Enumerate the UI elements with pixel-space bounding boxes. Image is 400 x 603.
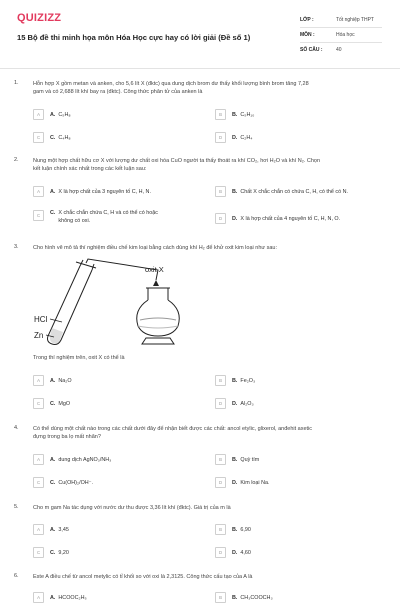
meta-label: MÔN : — [300, 32, 315, 38]
question-number: 2. — [14, 157, 19, 163]
option-letter: C. — [50, 210, 56, 216]
option-text: Chất X chắc chắn có chứa C, H, có thể có N. — [240, 188, 348, 195]
option-text: 6,90 — [240, 526, 251, 533]
option-text: X là hợp chất của 4 nguyên tố C, H, N, O. — [240, 215, 341, 222]
option-c[interactable] — [33, 547, 69, 558]
option-d[interactable] — [215, 132, 253, 143]
option-letter: A. — [50, 594, 56, 601]
option-letter: B. — [232, 594, 238, 601]
question-number: 5. — [14, 504, 19, 510]
option-letter: C. — [50, 400, 56, 407]
option-box: D — [215, 477, 226, 488]
option-c[interactable] — [33, 477, 93, 488]
option-letter: D. — [232, 215, 238, 222]
option-text: CH₃COOCH₃ — [240, 594, 273, 601]
option-text: C₅H₈ — [58, 111, 71, 118]
option-letter: A. — [50, 526, 56, 533]
option-a[interactable] — [33, 454, 111, 465]
meta-label: LỚP : — [300, 17, 314, 23]
question-line: gam và có 2,688 lít khí bay ra (đktc). Công thức phân tử của anken là — [33, 89, 203, 95]
experiment-figure — [28, 258, 193, 348]
option-letter: C. — [50, 134, 56, 141]
question-line: kết luận chính xác nhất trong các kết luận sau: — [33, 166, 147, 172]
meta-value: 40 — [336, 47, 342, 53]
option-b[interactable] — [215, 454, 259, 465]
question-line: đựng trong ba lọ mất nhãn? — [33, 434, 101, 440]
option-text-line: không có oxi. — [58, 217, 91, 224]
option-letter: D. — [232, 400, 238, 407]
meta-value: Hóa học — [336, 32, 355, 38]
option-text: C₅H₁₀ — [240, 111, 255, 118]
question-text: Trong thí nghiệm trên, oxit X có thể là — [33, 355, 125, 361]
option-box: A — [33, 375, 44, 386]
option-text: Quỳ tím — [240, 456, 260, 463]
option-text: dung dịch AgNO₃/NH₃ — [58, 456, 112, 463]
question-text: Cho m gam Na tác dụng với nước dư thu được 3,36 lít khí (đktc). Giá trị của m là — [33, 505, 231, 511]
option-text — [58, 210, 158, 225]
meta-label: SỐ CÂU : — [300, 47, 323, 53]
option-box: D — [215, 398, 226, 409]
option-box: D — [215, 547, 226, 558]
meta-table — [300, 13, 382, 57]
flask-icon — [137, 288, 180, 344]
hcl-label: HCl — [34, 315, 48, 324]
option-text: C₂H₄ — [240, 134, 253, 141]
option-letter: D. — [232, 549, 238, 556]
option-box: D — [215, 213, 226, 224]
question-number: 4. — [14, 425, 19, 431]
zn-label: Zn — [34, 331, 44, 340]
option-text: 4,60 — [240, 549, 251, 556]
option-text: Kim loại Na. — [240, 479, 270, 486]
meta-value: Tốt nghiệp THPT — [336, 17, 374, 23]
option-b[interactable] — [215, 524, 251, 535]
liquid-icon — [50, 328, 63, 344]
option-a[interactable] — [33, 592, 87, 603]
option-letter: C. — [50, 479, 56, 486]
option-d[interactable] — [215, 398, 254, 409]
question-number: 3. — [14, 244, 19, 250]
option-box: B — [215, 109, 226, 120]
question-number: 6. — [14, 573, 19, 579]
meta-row-class — [300, 13, 382, 28]
oxide-label: oxit X — [145, 265, 164, 274]
option-text: MgO — [58, 400, 71, 407]
question-text: Este A điều chế từ ancol metylic có tỉ khối so với oxi là 2,3125. Công thức cấu tạo của A là — [33, 574, 253, 580]
option-text: C₄H₈ — [58, 134, 71, 141]
question-text: Cho hình vẽ mô tả thí nghiệm điều chế kim loại bằng cách dùng khí H₂ để khử oxit kim loại như sau: — [33, 245, 277, 251]
header — [0, 0, 400, 66]
question-line: Hỗn hợp X gồm metan và anken, cho 5,6 lít X (đktc) qua dung dịch brom dư thấy khối lượng bình brom tăng 7,28 — [33, 81, 309, 87]
option-box: A — [33, 186, 44, 197]
option-box: B — [215, 592, 226, 603]
option-d[interactable] — [215, 477, 269, 488]
option-d[interactable] — [215, 547, 251, 558]
meta-row-count — [300, 43, 382, 57]
option-box: B — [215, 524, 226, 535]
option-box: A — [33, 454, 44, 465]
option-box: B — [215, 454, 226, 465]
quizizz-logo: QUIZIZZ — [17, 12, 62, 24]
option-box: D — [215, 132, 226, 143]
option-letter: B. — [232, 377, 238, 384]
option-box: A — [33, 592, 44, 603]
meta-row-subject — [300, 28, 382, 43]
option-a[interactable] — [33, 109, 71, 120]
option-box: B — [215, 186, 226, 197]
option-c[interactable] — [33, 132, 71, 143]
option-letter: D. — [232, 479, 238, 486]
option-box: C — [33, 398, 44, 409]
option-b[interactable] — [215, 375, 255, 386]
option-d[interactable] — [215, 213, 340, 224]
page-title: 15 Bộ đề thi minh họa môn Hóa Học cực hay có lời giải (Đề số 1) — [17, 33, 251, 42]
option-b[interactable] — [215, 592, 273, 603]
option-letter: B. — [232, 111, 238, 118]
option-text: Na₂O — [58, 377, 72, 384]
option-a[interactable] — [33, 375, 72, 386]
question-line: Nung một hợp chất hữu cơ X với lượng dư chất oxi hóa CuO người ta thấy thoát ra khí CO₂, hơi H₂O và khí N₂. Chọn — [33, 158, 321, 164]
option-text: 3,45 — [58, 526, 69, 533]
option-b[interactable] — [215, 109, 254, 120]
option-a[interactable] — [33, 524, 69, 535]
option-c[interactable] — [33, 210, 158, 225]
option-box: A — [33, 109, 44, 120]
option-letter: B. — [232, 188, 238, 195]
option-box: C — [33, 477, 44, 488]
option-letter: A. — [50, 377, 56, 384]
option-text: Cu(OH)₂/OH⁻. — [58, 479, 93, 486]
question-text — [33, 80, 388, 96]
option-box: A — [33, 524, 44, 535]
option-letter: B. — [232, 526, 238, 533]
option-text: X là hợp chất của 3 nguyên tố C, H, N. — [58, 188, 151, 195]
question-line: Có thể dùng một chất nào trong các chất dưới đây để nhận biết được các chất: ancol etylic, glixerol, anđehit axetic — [33, 426, 313, 432]
option-box: B — [215, 375, 226, 386]
option-letter: A. — [50, 111, 56, 118]
option-letter: A. — [50, 456, 56, 463]
option-box: C — [33, 132, 44, 143]
option-letter: B. — [232, 456, 238, 463]
arrow-icon — [153, 280, 159, 286]
option-text: Fe₂O₃ — [240, 377, 256, 384]
question-text — [33, 425, 388, 441]
option-box: C — [33, 547, 44, 558]
question-number: 1. — [14, 80, 19, 86]
option-letter: C. — [50, 549, 56, 556]
option-text: Al₂O₃ — [240, 400, 254, 407]
option-text: 9,20 — [58, 549, 69, 556]
option-letter: A. — [50, 188, 56, 195]
header-divider — [0, 68, 400, 69]
option-box: C — [33, 210, 44, 221]
question-text — [33, 157, 388, 173]
option-text-line: X chắc chắn chứa C, H và có thể có hoặc — [58, 210, 158, 216]
option-b[interactable] — [215, 186, 348, 197]
option-a[interactable] — [33, 186, 151, 197]
option-letter: D. — [232, 134, 238, 141]
option-c[interactable] — [33, 398, 70, 409]
option-text: HCOOC₂H₅ — [58, 594, 87, 601]
